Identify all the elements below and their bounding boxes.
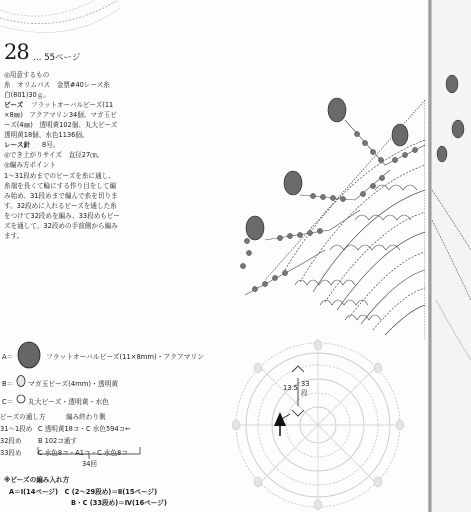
hook-label: レース針: [4, 141, 31, 149]
page-reference: … 55ページ: [33, 53, 81, 63]
doily-dimension-3: 段: [301, 389, 308, 397]
legend-c-text: 丸大ビーズ・透明黄・水色: [28, 398, 109, 406]
finish-side-label: 編み終わり側: [66, 413, 106, 421]
legend-a-text: フラットオーバルビーズ(11×8mm)・アクアマリン: [46, 353, 205, 361]
legend-c-letter: C＝: [2, 398, 14, 406]
beads-line-1: フラットオーバルビーズ(11: [31, 101, 114, 109]
beads-line-2: ×8㎜) アクアマリン34個、マガ玉ビ: [4, 111, 117, 119]
materials-heading: ◎用意するもの: [4, 71, 50, 79]
repeat-count: 34回: [82, 460, 97, 468]
crochet-chart: [225, 60, 425, 340]
hook-value: 8号。: [42, 141, 60, 149]
facing-page-chart-fragment: [432, 0, 471, 512]
beads-line-3: ーズ(4㎜) 透明黄102個、丸大ビーズ: [4, 121, 118, 129]
insert-method-line-1: A＝Ⅰ(14ページ) C (2～29段め)＝Ⅱ(15ページ): [9, 488, 158, 496]
doily-overview-diagram: [228, 338, 408, 512]
doily-dimension-1: 13.5: [283, 384, 298, 392]
points-line: ズを通して、32段めの手前側から編み: [4, 222, 118, 230]
bead-strand-dots: [240, 131, 417, 291]
insert-method-line-2: B・C (33段め)＝Ⅳ(16ページ): [71, 499, 167, 507]
previous-doily-fragment: [0, 0, 120, 35]
beads-label: ビーズ: [4, 101, 24, 109]
doily-dimension-2: 33: [301, 380, 310, 388]
points-heading: ◎編み方ポイント: [4, 161, 56, 169]
bead-order-row-value: B 102コ通す: [38, 437, 77, 445]
points-line: す。32段めに入れるビーズを通した糸: [4, 202, 117, 210]
size-line: ◎でき上がりサイズ 直径27㎝。: [4, 151, 104, 159]
magatama-bead-icon: [15, 374, 27, 388]
bead-order-row-value: C 水色8コ・A1コ・C 水色8コ: [38, 449, 128, 457]
bead-order-row-label: 32段め: [0, 437, 22, 445]
round-bead-icon: [15, 393, 27, 405]
legend-a-letter: A＝: [2, 353, 14, 361]
facing-page: [432, 0, 471, 512]
yarn-color: 白(801)30ｇ。: [4, 91, 50, 99]
bead-order-row-label: 31～1段め: [0, 425, 33, 433]
bead-order-row-label: 33段め: [0, 449, 22, 457]
oval-bead-icon: [16, 340, 42, 370]
yarn-line: 糸 オリムパス 金票#40レース糸: [4, 81, 110, 89]
insert-method-heading: ※ビーズの編み入れ方: [4, 476, 70, 484]
points-line: ます。: [4, 232, 24, 240]
legend-b-letter: B＝: [2, 380, 14, 388]
beads-line-4: 透明黄18個、水色1136個。: [4, 131, 89, 139]
start-arrow: [274, 412, 286, 426]
legend-b-text: マガ玉ビーズ(4mm)・透明黄: [28, 380, 119, 388]
page-number: 28: [4, 40, 29, 64]
points-line: 糸端を長くて輪にする作り目をして編: [4, 182, 117, 190]
points-line: み始め、31段めまで編んで糸を切りま: [4, 192, 118, 200]
bead-order-row-value: C 透明黄18コ・C 水色594コ←: [38, 425, 131, 433]
points-line: をつけて32段めを編み、33段めもビー: [4, 212, 120, 220]
points-line: 1～31段めまでのビーズを糸に通し、: [4, 172, 115, 180]
bead-order-heading: ビーズの通し方: [0, 413, 46, 421]
